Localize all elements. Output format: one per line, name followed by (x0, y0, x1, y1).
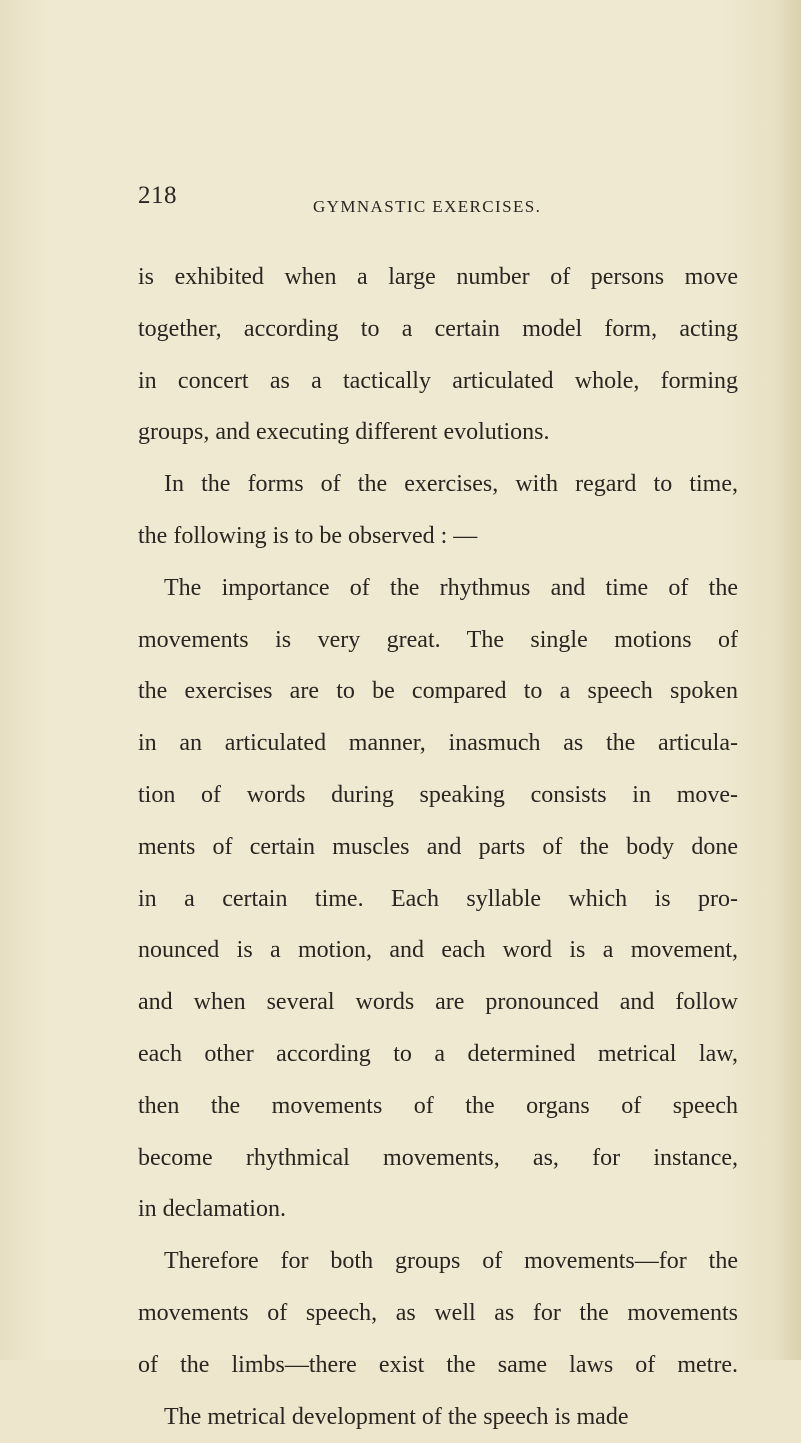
text-line: in a certain time. Each syllable which is pro- (138, 885, 738, 912)
running-head (0, 182, 801, 222)
text-line: groups, and executing different evolutions. (138, 419, 550, 446)
text-line: then the movements of the organs of speech (138, 1092, 738, 1119)
text-line: Therefore for both groups of movements—for the (164, 1248, 738, 1275)
text-line: become rhythmical movements, as, for instance, (138, 1144, 738, 1171)
body-text (138, 252, 738, 1443)
text-line: nounced is a motion, and each word is a movement, (138, 937, 738, 964)
text-line: together, according to a certain model form, acting (138, 315, 738, 342)
text-line: The metrical development of the speech is made (164, 1403, 629, 1430)
text-line: in concert as a tactically articulated whole, forming (138, 367, 738, 394)
text-line: in an articulated manner, inasmuch as the articula- (138, 730, 738, 757)
text-line: The importance of the rhythmus and time of the (164, 574, 738, 601)
text-line: ments of certain muscles and parts of the body done (138, 833, 738, 860)
text-line: movements of speech, as well as for the movements (138, 1299, 738, 1326)
text-line: In the forms of the exercises, with regard to time, (164, 471, 738, 498)
text-line: movements is very great. The single motions of (138, 626, 738, 653)
text-line: of the limbs—there exist the same laws of metre. (138, 1351, 738, 1378)
running-title: GYMNASTIC EXERCISES. (313, 197, 542, 216)
page-number: 218 (138, 182, 177, 209)
text-line: in declamation. (138, 1196, 286, 1223)
text-line: is exhibited when a large number of persons move (138, 264, 738, 290)
text-line: the following is to be observed : — (138, 522, 478, 549)
text-line: tion of words during speaking consists in move- (138, 781, 738, 808)
text-line: the exercises are to be compared to a speech spoken (138, 678, 738, 705)
text-line: and when several words are pronounced and follow (138, 989, 738, 1016)
text-line: each other according to a determined metrical law, (138, 1040, 738, 1067)
